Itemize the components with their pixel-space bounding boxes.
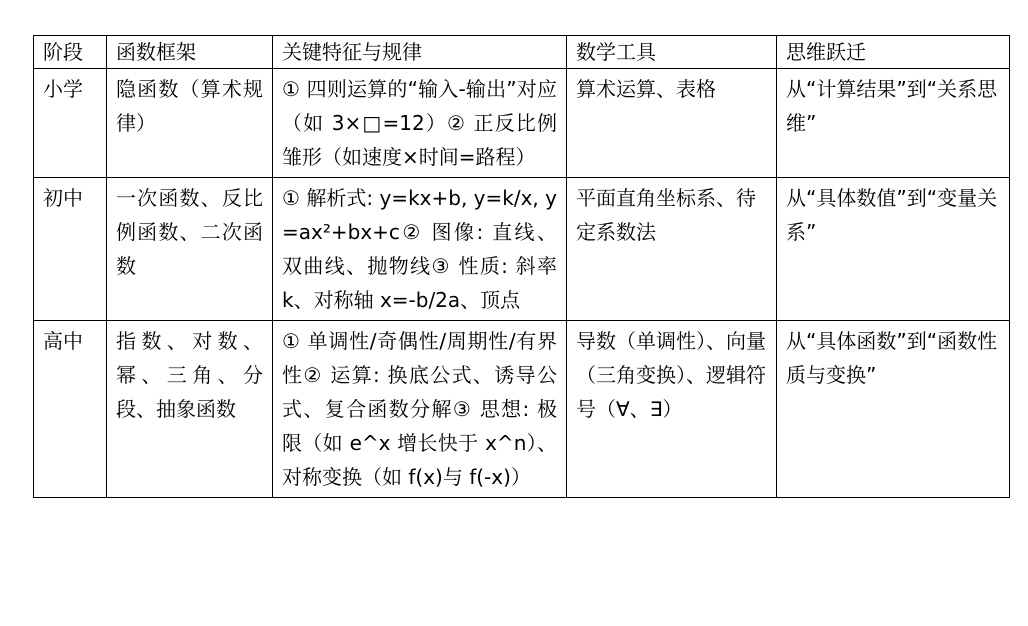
table-row: [34, 69, 1010, 178]
function-framework-table: [33, 35, 1010, 498]
cell-framework: 一次函数、反比例函数、二次函数: [107, 178, 273, 321]
header-tools: 数学工具: [567, 36, 777, 69]
cell-features: ① 单调性/奇偶性/周期性/有界性② 运算: 换底公式、诱导公式、复合函数分解③ 思想: 极限（如 e^x 增长快于 x^n）、对称变换（如 f(x)与 f(-x)）: [273, 321, 567, 498]
table-row: [34, 321, 1010, 498]
cell-stage: 小学: [34, 69, 107, 178]
header-stage: 阶段: [34, 36, 107, 69]
cell-stage: 初中: [34, 178, 107, 321]
header-features: 关键特征与规律: [273, 36, 567, 69]
cell-tools: 导数（单调性）、向量（三角变换）、逻辑符号（∀、∃）: [567, 321, 777, 498]
header-leap: 思维跃迁: [777, 36, 1010, 69]
cell-leap: 从“具体数值”到“变量关系”: [777, 178, 1010, 321]
cell-tools: 算术运算、表格: [567, 69, 777, 178]
header-framework: 函数框架: [107, 36, 273, 69]
cell-features: ① 四则运算的“输入-输出”对应（如 3×□=12）② 正反比例雏形（如速度×时间=路程）: [273, 69, 567, 178]
cell-stage: 高中: [34, 321, 107, 498]
cell-framework: 指数、对数、幂、三角、分段、抽象函数: [107, 321, 273, 498]
table-row: [34, 178, 1010, 321]
cell-features: ① 解析式: y=kx+b, y=k/x, y=ax²+bx+c② 图像: 直线、双曲线、抛物线③ 性质: 斜率 k、对称轴 x=-b/2a、顶点: [273, 178, 567, 321]
cell-leap: 从“计算结果”到“关系思维”: [777, 69, 1010, 178]
cell-tools: 平面直角坐标系、待定系数法: [567, 178, 777, 321]
cell-leap: 从“具体函数”到“函数性质与变换”: [777, 321, 1010, 498]
header-row: [34, 36, 1010, 69]
cell-framework: 隐函数（算术规律）: [107, 69, 273, 178]
